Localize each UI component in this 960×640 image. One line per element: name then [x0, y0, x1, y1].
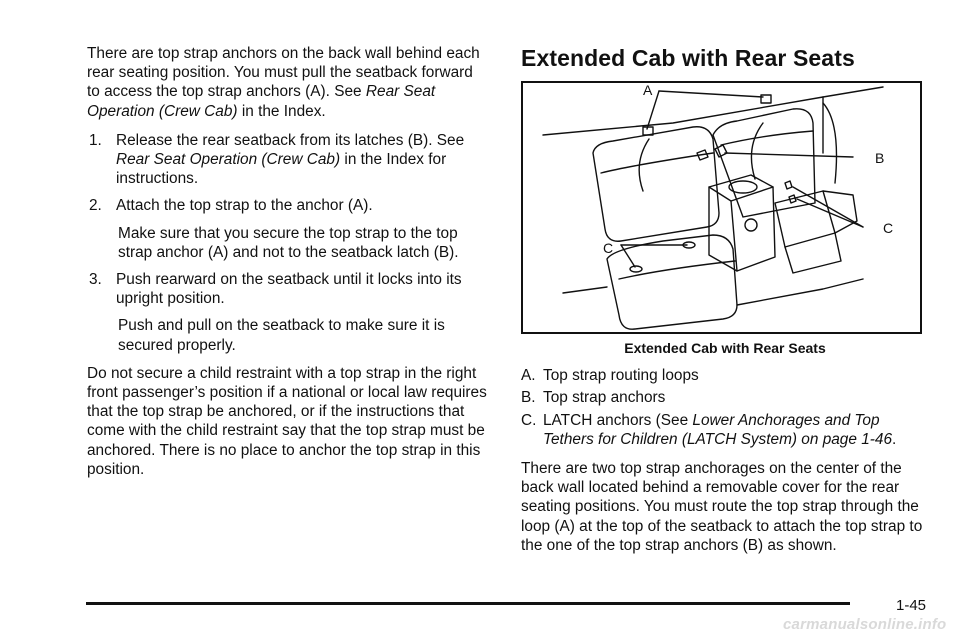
- right-column: [521, 44, 929, 565]
- legend-item-b: [521, 388, 929, 407]
- legend-key: C.: [521, 411, 537, 429]
- step-number: 2.: [89, 197, 102, 215]
- seat-illustration: [521, 81, 922, 334]
- figure-caption: Extended Cab with Rear Seats: [624, 340, 826, 356]
- legend-text: Top strap routing loops: [543, 367, 699, 385]
- rear-seat-operation-link[interactable]: Rear Seat Operation (Crew Cab): [116, 151, 341, 169]
- legend-list: [521, 366, 929, 449]
- step-text: Release the rear seatback from its latches (B). See Rear Seat Operation (Crew Cab) in the Index for instructions.: [116, 131, 465, 188]
- latch-system-link[interactable]: Lower Anchorages and Top Tethers for Children (LATCH System) on page 1-46: [543, 411, 893, 448]
- anchorages-paragraph: There are two top strap anchorages on the center of the back wall located behind a removable cover for the rear seating positions. You must route the top strap through the loop (A) at the top of the seatback to attach the top strap to the one of the top strap anchors (B) as shown.: [521, 460, 923, 554]
- step-2-note: Make sure that you secure the top strap to the top strap anchor (A) and not to the seatback latch (B).: [118, 224, 459, 261]
- watermark: carmanualsonline.info: [783, 616, 947, 633]
- legend-key: B.: [521, 389, 536, 407]
- step-number: 1.: [89, 131, 102, 149]
- legend-text: LATCH anchors (See Lower Anchorages and Top Tethers for Children (LATCH System) on page 1-46.: [543, 411, 897, 448]
- legend-text: Top strap anchors: [543, 389, 666, 407]
- step-number: 3.: [89, 271, 102, 289]
- legend-key: A.: [521, 367, 536, 385]
- step-3: [89, 270, 487, 308]
- step-3-note: Push and pull on the seatback to make sure it is secured properly.: [118, 317, 445, 354]
- legend-item-c: [521, 411, 929, 449]
- step-text: Push rearward on the seatback until it locks into its upright position.: [116, 271, 462, 308]
- step-list: [87, 131, 487, 355]
- step-2: [89, 196, 487, 215]
- label-a: A: [643, 83, 653, 98]
- warning-paragraph: Do not secure a child restraint with a top strap in the right front passenger’s position if a national or local law requires that the top strap be anchored, or if the instructions that come with the child restraint say that the top strap must be anchored. There is no place to anchor the top strap in this position.: [87, 364, 487, 478]
- step-text: Attach the top strap to the anchor (A).: [116, 197, 373, 215]
- left-column: [87, 44, 487, 489]
- rear-seat-operation-link[interactable]: Rear Seat Operation (Crew Cab): [87, 83, 436, 120]
- rear-seat-diagram: [523, 83, 920, 332]
- step-1: [89, 131, 487, 189]
- label-b: B: [875, 150, 885, 166]
- legend-item-a: [521, 366, 929, 385]
- label-c-right: C: [883, 220, 894, 236]
- label-c-left: C: [603, 240, 614, 256]
- intro-paragraph: There are top strap anchors on the back wall behind each rear seating position. You must pull the seatback forward to access the top strap anchors (A). See Rear Seat Operation (Crew Cab) in the Index.: [87, 45, 480, 120]
- footer-rule: [86, 602, 850, 605]
- section-heading: Extended Cab with Rear Seats: [521, 45, 855, 71]
- page-number: 1-45: [896, 597, 927, 614]
